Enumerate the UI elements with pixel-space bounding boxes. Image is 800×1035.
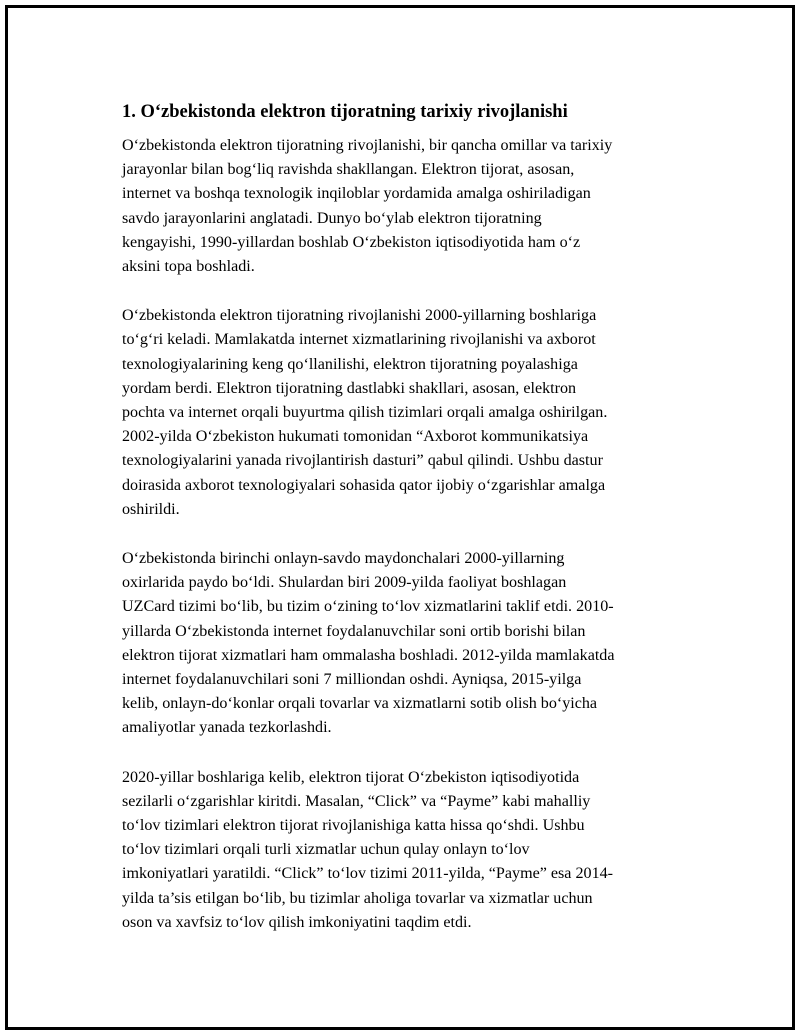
paragraph-line: O‘zbekistonda elektron tijoratning rivojlanishi 2000-yillarning boshlariga xyxy=(122,307,597,325)
paragraph-line: kengayishi, 1990-yillardan boshlab O‘zbekiston iqtisodiyotida ham o‘z xyxy=(122,233,581,251)
paragraph-line: texnologiyalarining keng qo‘llanilishi, elektron tijoratning poyalashiga xyxy=(122,355,578,373)
paragraph-line: internet foydalanuvchilari soni 7 milliondan oshdi. Ayniqsa, 2015-yilga xyxy=(122,671,582,689)
paragraph-line: aksini topa boshladi. xyxy=(122,258,255,276)
paragraph-line: kelib, onlayn-do‘konlar orqali tovarlar va xizmatlarni sotib olish bo‘yicha xyxy=(122,695,598,713)
paragraph-line: to‘g‘ri keladi. Mamlakatda internet xizmatlarining rivojlanishi va axborot xyxy=(122,331,596,349)
paragraph-line: jarayonlar bilan bog‘liq ravishda shakllangan. Elektron tijorat, asosan, xyxy=(122,161,575,179)
paragraph-2 xyxy=(122,304,692,522)
page-frame xyxy=(5,5,795,1030)
paragraph-line: UZCard tizimi bo‘lib, bu tizim o‘zining to‘lov xizmatlarini taklif etdi. 2010- xyxy=(122,598,614,616)
paragraph-line: oxirlarida paydo bo‘ldi. Shulardan biri 2009-yilda faoliyat boshlagan xyxy=(122,574,567,592)
paragraph-line: 2020-yillar boshlariga kelib, elektron tijorat O‘zbekiston iqtisodiyotida xyxy=(122,768,580,786)
paragraph-line: yilda ta’sis etilgan bo‘lib, bu tizimlar aholiga tovarlar va xizmatlar uchun xyxy=(122,889,593,907)
paragraph-line: O‘zbekistonda elektron tijoratning rivojlanishi, bir qancha omillar va tarixiy xyxy=(122,137,613,154)
paragraph-line: pochta va internet orqali buyurtma qilish tizimlari orqali amalga oshirilgan. xyxy=(122,404,608,422)
paragraph-line: yordam berdi. Elektron tijoratning dastlabki shakllari, asosan, elektron xyxy=(122,379,577,397)
paragraph-line: elektron tijorat xizmatlari ham ommalasha boshladi. 2012-yilda mamlakatda xyxy=(122,646,615,664)
document-body xyxy=(122,100,692,960)
paragraph-line: texnologiyalarini yanada rivojlantirish dasturi” qabul qilindi. Ushbu dastur xyxy=(122,452,603,470)
paragraph-line: to‘lov tizimlari orqali turli xizmatlar uchun qulay onlayn to‘lov xyxy=(122,841,530,859)
paragraph-line: 2002-yilda O‘zbekiston hukumati tomonidan “Axborot kommunikatsiya xyxy=(122,428,589,446)
paragraph-4 xyxy=(122,766,692,935)
paragraph-line: oson va xavfsiz to‘lov qilish imkoniyatini taqdim etdi. xyxy=(122,913,472,931)
paragraph-line: imkoniyatlari yaratildi. “Click” to‘lov tizimi 2011-yilda, “Payme” esa 2014- xyxy=(122,865,614,883)
paragraph-line: savdo jarayonlarini anglatadi. Dunyo bo‘ylab elektron tijoratning xyxy=(122,209,542,227)
paragraph-line: O‘zbekistonda birinchi onlayn-savdo maydonchalari 2000-yillarning xyxy=(122,550,565,568)
paragraph-1 xyxy=(122,134,692,279)
paragraph-line: doirasida axborot texnologiyalari sohasida qator ijobiy o‘zgarishlar amalga xyxy=(122,476,606,494)
paragraph-line: sezilarli o‘zgarishlar kiritdi. Masalan, “Click” va “Payme” kabi mahalliy xyxy=(122,792,591,810)
paragraph-line: oshirildi. xyxy=(122,500,180,518)
paragraph-line: yillarda O‘zbekistonda internet foydalanuvchilar soni ortib borishi bilan xyxy=(122,622,586,640)
section-heading: 1. O‘zbekistonda elektron tijoratning tarixiy rivojlanishi xyxy=(122,102,568,122)
paragraph-line: internet va boshqa texnologik inqiloblar yordamida amalga oshiriladigan xyxy=(122,185,591,203)
paragraph-3 xyxy=(122,547,692,741)
paragraph-line: amaliyotlar yanada tezkorlashdi. xyxy=(122,719,332,737)
paragraph-line: to‘lov tizimlari elektron tijorat rivojlanishiga katta hissa qo‘shdi. Ushbu xyxy=(122,817,585,835)
